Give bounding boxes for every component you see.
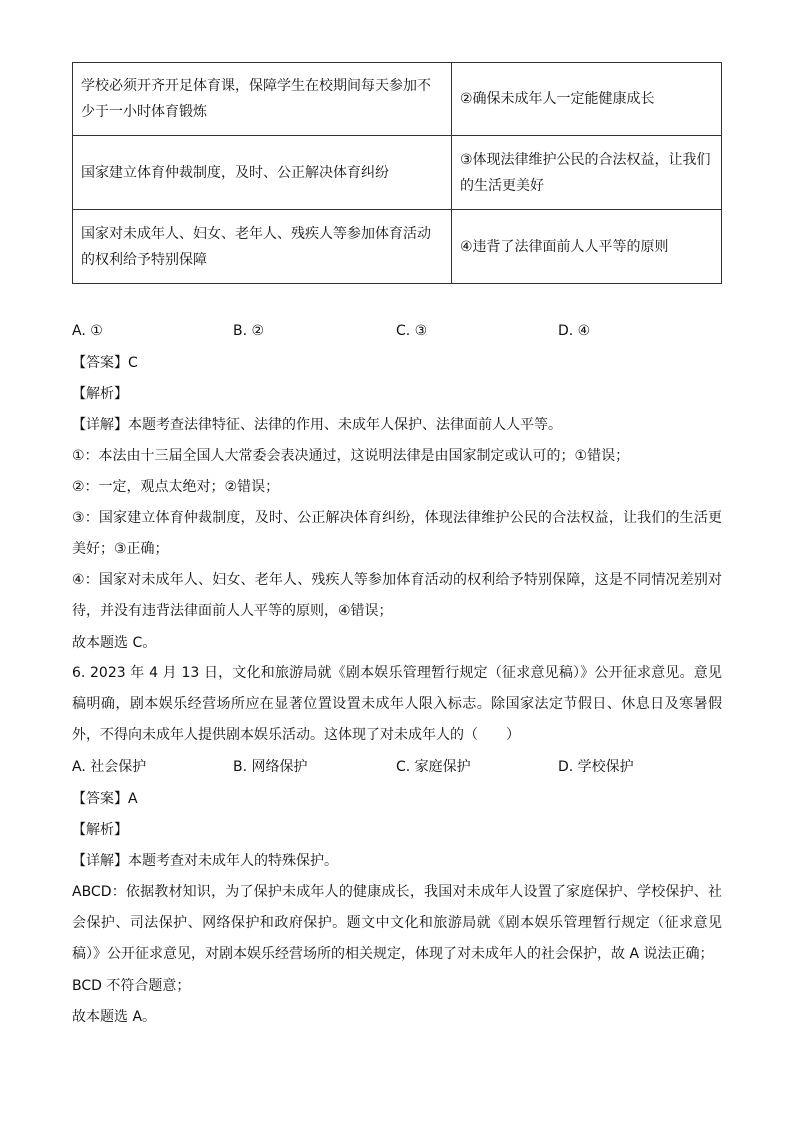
q6-point-2: BCD 不符合题意； (72, 978, 191, 994)
choice-b: B. 网络保护 (233, 759, 308, 775)
q5-point-4: ④：国家对未成年人、妇女、老年人、残疾人等参加体育活动的权利给予特别保障，这是不同情况差别对待，并没有违背法律面前人人平等的原则，④错误； (72, 572, 722, 619)
table-row (73, 63, 722, 136)
q6-choices (72, 757, 722, 777)
document-page (72, 62, 722, 1027)
q5-answer: 【答案】C (72, 355, 138, 371)
q6-conclusion: 故本题选 A。 (72, 1009, 157, 1025)
table-cell-right: ④违背了法律面前人人平等的原则 (452, 210, 722, 284)
options-table (72, 62, 722, 284)
choice-d: D. 学校保护 (558, 759, 634, 775)
q6-analysis-heading: 【解析】 (72, 822, 128, 838)
q5-choices (72, 321, 722, 341)
table-cell-right: ③体现法律维护公民的合法权益，让我们的生活更美好 (452, 136, 722, 210)
q5-point-2: ②：一定，观点太绝对；②错误； (72, 479, 280, 495)
table-row (73, 136, 722, 210)
choice-b: B. ② (233, 323, 265, 339)
q5-point-3: ③：国家建立体育仲裁制度，及时、公正解决体育纠纷，体现法律维护公民的合法权益，让我们的生活更美好；③正确； (72, 510, 722, 557)
choice-c: C. 家庭保护 (396, 759, 471, 775)
choice-c: C. ③ (396, 323, 428, 339)
table-cell-left: 学校必须开齐开足体育课，保障学生在校期间每天参加不少于一小时体育锻炼 (73, 63, 452, 136)
q5-conclusion: 故本题选 C。 (72, 635, 157, 651)
choice-a: A. 社会保护 (72, 759, 147, 775)
table-row (73, 210, 722, 284)
q5-detail: 【详解】本题考查法律特征、法律的作用、未成年人保护、法律面前人人平等。 (72, 417, 562, 433)
q5-analysis-heading: 【解析】 (72, 386, 128, 402)
choice-d: D. ④ (558, 323, 591, 339)
choice-a: A. ① (72, 323, 103, 339)
q6-detail: 【详解】本题考查对未成年人的特殊保护。 (72, 853, 338, 869)
q6-stem: 6. 2023 年 4 月 13 日，文化和旅游局就《剧本娱乐管理暂行规定（征求意见稿）》公开征求意见。意见稿明确，剧本娱乐经营场所应在显著位置设置未成年人限入标志。除国家法定节假日、休息日及寒暑假外，不得向未成年人提供剧本娱乐活动。这体现了对未成年人的（ ） (72, 665, 722, 743)
q6-point-1: ABCD：依据教材知识，为了保护未成年人的健康成长，我国对未成年人设置了家庭保护、学校保护、社会保护、司法保护、网络保护和政府保护。题文中文化和旅游局就《剧本娱乐管理暂行规定（征求意见稿）》公开征求意见，对剧本娱乐经营场所的相关规定，体现了对未成年人的社会保护，故 A 说法正确； (72, 884, 722, 962)
table-cell-left: 国家对未成年人、妇女、老年人、残疾人等参加体育活动的权利给予特别保障 (73, 210, 452, 284)
q5-point-1: ①：本法由十三届全国人大常委会表决通过，这说明法律是由国家制定或认可的；①错误； (72, 448, 630, 464)
q6-answer: 【答案】A (72, 791, 138, 807)
table-cell-left: 国家建立体育仲裁制度，及时、公正解决体育纠纷 (73, 136, 452, 210)
table-cell-right: ②确保未成年人一定能健康成长 (452, 63, 722, 136)
